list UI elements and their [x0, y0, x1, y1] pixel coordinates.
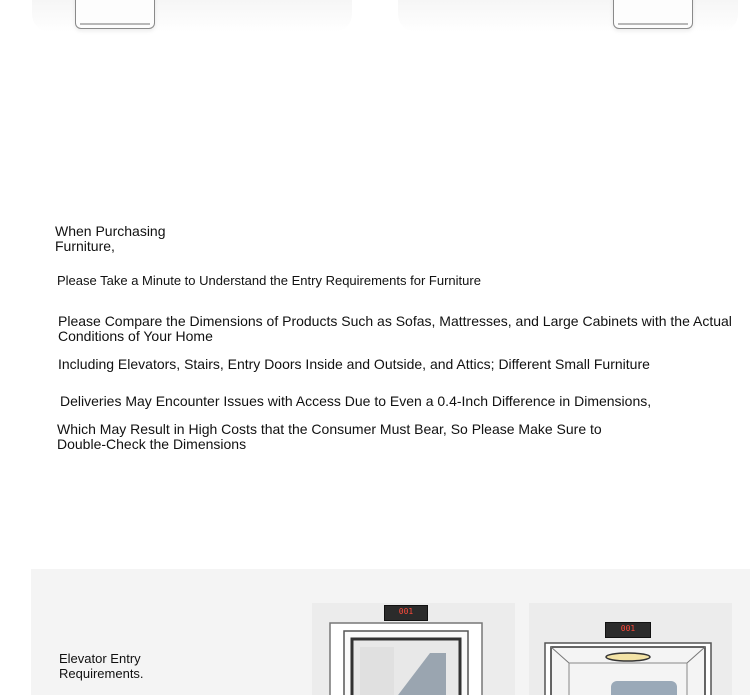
- note-compare-dimensions: Please Compare the Dimensions of Products Such as Sofas, Mattresses, and Large Cabinets with the Actual Conditions of Your Home: [58, 313, 732, 344]
- note-including-areas: Including Elevators, Stairs, Entry Doors Inside and Outside, and Attics; Different Small Furniture: [58, 356, 650, 372]
- elevator-illustration-1: [312, 603, 515, 695]
- product-panel-left: [75, 0, 155, 29]
- elevator-illustration-2: [529, 603, 732, 695]
- intro-heading: When Purchasing Furniture,: [55, 223, 166, 254]
- elevator-door-1-icon: [312, 603, 515, 695]
- elevator-entry-label: Elevator Entry Requirements.: [59, 651, 144, 681]
- note-delivery-issues: Deliveries May Encounter Issues with Access Due to Even a 0.4-Inch Difference in Dimensions,: [60, 393, 652, 409]
- elevator-floor-display-1: 001: [384, 605, 428, 621]
- product-panel-right: [613, 0, 693, 29]
- elevator-floor-display-2: 001: [605, 622, 651, 638]
- elevator-entry-section: [31, 569, 750, 695]
- note-consumer-costs: Which May Result in High Costs that the Consumer Must Bear, So Please Make Sure to Double-Check the Dimensions: [57, 421, 602, 452]
- elevator-interior-sofa-icon: [529, 603, 732, 695]
- intro-subheading: Please Take a Minute to Understand the Entry Requirements for Furniture: [57, 273, 481, 288]
